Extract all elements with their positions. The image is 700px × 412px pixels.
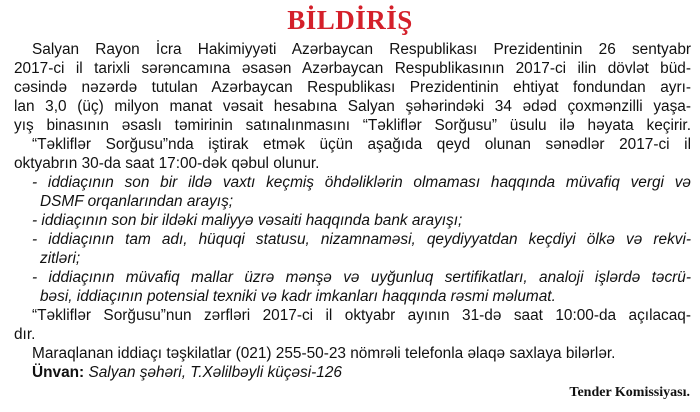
paragraph-1-line-2: 2017-ci il tarixli sərəncamına əsasən Azərbaycan Respublikasının 2017-ci ilin dövlət büd-: [14, 60, 691, 77]
paragraph-2-line-2: oktyabrın 30-da saat 17:00-dək qəbul olunur.: [14, 155, 320, 172]
notice-body: [14, 40, 691, 382]
requirement-2: - iddiaçının son bir ildəki maliyyə vəsaiti haqqında bank arayışı;: [32, 212, 463, 229]
signature: Tender Komissiyası.: [569, 385, 690, 400]
address-line: [14, 363, 691, 382]
requirement-4-line-1: - iddiaçının müvafiq mallar üzrə mənşə və uyğunluq sertifikatları, analoji işlərdə təcrü-: [32, 269, 691, 286]
address-label: Ünvan:: [32, 364, 85, 381]
requirement-1-line-2: DSMF orqanlarından arayış;: [40, 193, 234, 210]
requirement-3-line-2: zitləri;: [40, 250, 81, 267]
paragraph-1-line-4: lan 3,0 (üç) milyon manat vəsait hesabına Salyan şəhərindəki 34 ədəd çoxmənzilli yaşa-: [14, 98, 691, 115]
paragraph-1-line-1: Salyan Rayon İcra Hakimiyyəti Azərbaycan Respublikası Prezidentinin 26 sentyabr: [32, 41, 691, 58]
paragraph-1-line-5: yış binasının əsaslı təmirinin satınalınmasını “Təkliflər Sorğusu” üsulu ilə həyata keçirir.: [14, 117, 691, 134]
paragraph-2-line-1: “Təkliflər Sorğusu”nda iştirak etmək üçün aşağıda qeyd olunan sənədlər 2017-ci il: [32, 136, 691, 153]
paragraph-4: Maraqlanan iddiaçı təşkilatlar (021) 255-50-23 nömrəli telefonla əlaqə saxlaya bilərlər.: [32, 345, 616, 362]
requirement-1-line-1: - iddiaçının son bir ildə vaxtı keçmiş öhdəliklərin olmaması haqqında müvafiq vergi və: [32, 174, 691, 191]
paragraph-3-line-1: “Təkliflər Sorğusu”nun zərfləri 2017-ci il oktyabr ayının 31-də saat 10:00-da açılacaq-: [32, 307, 691, 324]
paragraph-3-line-2: dır.: [14, 326, 36, 343]
paragraph-1-line-3: cəsində nəzərdə tutulan Azərbaycan Respublikası Prezidentinin ehtiyat fondundan ayrı-: [14, 79, 691, 96]
requirement-4-line-2: bəsi, iddiaçının potensial texniki və kadr imkanları haqqında rəsmi məlumat.: [40, 288, 556, 305]
notice-title: BİLDİRİŞ: [287, 5, 413, 35]
requirement-3-line-1: - iddiaçının tam adı, hüquqi statusu, nizamnaməsi, qeydiyyatdan keçdiyi ölkə və rekvi-: [32, 231, 691, 248]
address-value: Salyan şəhəri, T.Xəlilbəyli küçəsi-126: [88, 364, 342, 381]
